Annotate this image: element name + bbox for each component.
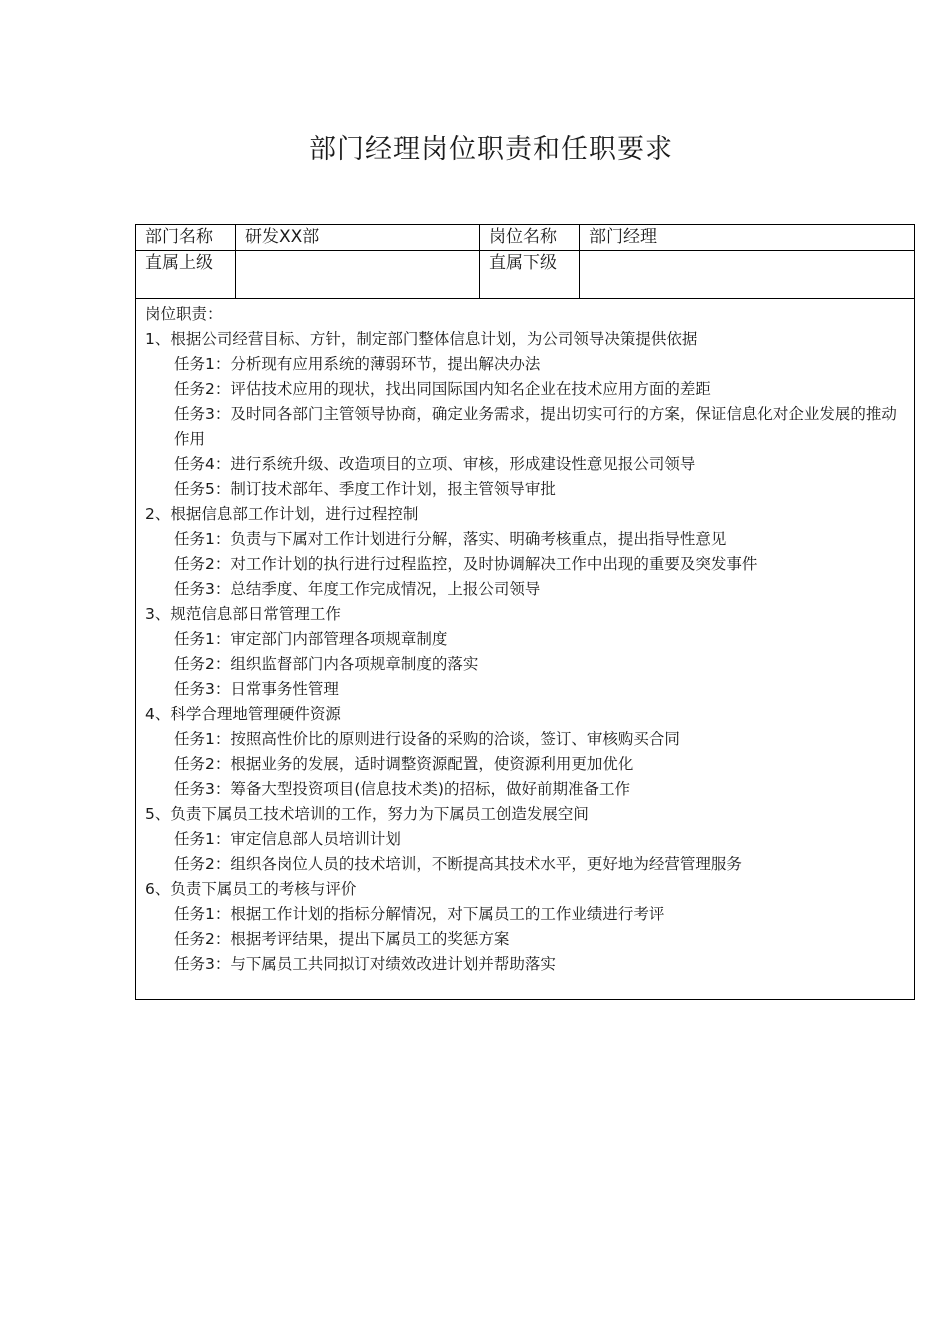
duty-task: 任务1：按照高性价比的原则进行设备的采购的洽谈，签订、审核购买合同 — [174, 730, 680, 748]
duty-section — [145, 502, 906, 602]
duty-section — [145, 602, 906, 702]
duty-task: 任务1：分析现有应用系统的薄弱环节，提出解决办法 — [174, 355, 541, 373]
duty-section-title: 1、根据公司经营目标、方针，制定部门整体信息计划，为公司领导决策提供依据 — [145, 330, 698, 348]
duty-section — [145, 802, 906, 877]
duty-section-title: 4、科学合理地管理硬件资源 — [145, 705, 341, 723]
duty-task: 任务1：负责与下属对工作计划进行分解，落实、明确考核重点，提出指导性意见 — [174, 530, 727, 548]
duties-list — [145, 327, 906, 977]
duty-section-title: 5、负责下属员工技术培训的工作，努力为下属员工创造发展空间 — [145, 805, 589, 823]
duty-section — [145, 877, 906, 977]
duty-task: 任务3：总结季度、年度工作完成情况，上报公司领导 — [174, 580, 541, 598]
duty-task: 任务2：根据考评结果，提出下属员工的奖惩方案 — [174, 930, 510, 948]
duties-cell — [136, 299, 915, 1000]
duty-task: 任务3：筹备大型投资项目(信息技术类)的招标，做好前期准备工作 — [174, 780, 630, 798]
duty-task: 任务4：进行系统升级、改造项目的立项、审核，形成建设性意见报公司领导 — [174, 455, 696, 473]
duty-task: 任务2：对工作计划的执行进行过程监控，及时协调解决工作中出现的重要及突发事件 — [174, 555, 758, 573]
superior-value — [236, 251, 480, 299]
subordinate-value — [580, 251, 915, 299]
duty-task: 任务3：与下属员工共同拟订对绩效改进计划并帮助落实 — [174, 955, 556, 973]
duty-task: 任务1：根据工作计划的指标分解情况，对下属员工的工作业绩进行考评 — [174, 905, 665, 923]
duty-section-title: 2、根据信息部工作计划，进行过程控制 — [145, 505, 419, 523]
duty-task: 任务1：审定部门内部管理各项规章制度 — [174, 630, 448, 648]
document-title: 部门经理岗位职责和任职要求 — [309, 134, 673, 165]
duty-task: 任务3：及时同各部门主管领导协商，确定业务需求，提出切实可行的方案，保证信息化对企业发展的推动作用 — [174, 405, 897, 448]
duty-section-title: 6、负责下属员工的考核与评价 — [145, 880, 357, 898]
duty-section — [145, 702, 906, 802]
duty-task: 任务3：日常事务性管理 — [174, 680, 339, 698]
duty-task: 任务2：根据业务的发展，适时调整资源配置，使资源利用更加优化 — [174, 755, 634, 773]
table-row-reporting — [136, 251, 915, 299]
dept-value: 研发XX部 — [236, 225, 480, 251]
table-row-duties — [136, 299, 915, 1000]
duty-task: 任务2：评估技术应用的现状，找出同国际国内知名企业在技术应用方面的差距 — [174, 380, 711, 398]
post-label: 岗位名称 — [480, 225, 580, 251]
superior-label: 直属上级 — [136, 251, 236, 299]
dept-label: 部门名称 — [136, 225, 236, 251]
duty-section — [145, 327, 906, 502]
post-value: 部门经理 — [580, 225, 915, 251]
table-row-dept — [136, 225, 915, 251]
duty-task: 任务1：审定信息部人员培训计划 — [174, 830, 401, 848]
job-description-table — [135, 224, 915, 1000]
duty-task: 任务2：组织各岗位人员的技术培训，不断提高其技术水平，更好地为经营管理服务 — [174, 855, 742, 873]
subordinate-label: 直属下级 — [480, 251, 580, 299]
duty-task: 任务2：组织监督部门内各项规章制度的落实 — [174, 655, 479, 673]
duties-heading: 岗位职责： — [145, 305, 223, 323]
duty-task: 任务5：制订技术部年、季度工作计划，报主管领导审批 — [174, 480, 556, 498]
duty-section-title: 3、规范信息部日常管理工作 — [145, 605, 341, 623]
